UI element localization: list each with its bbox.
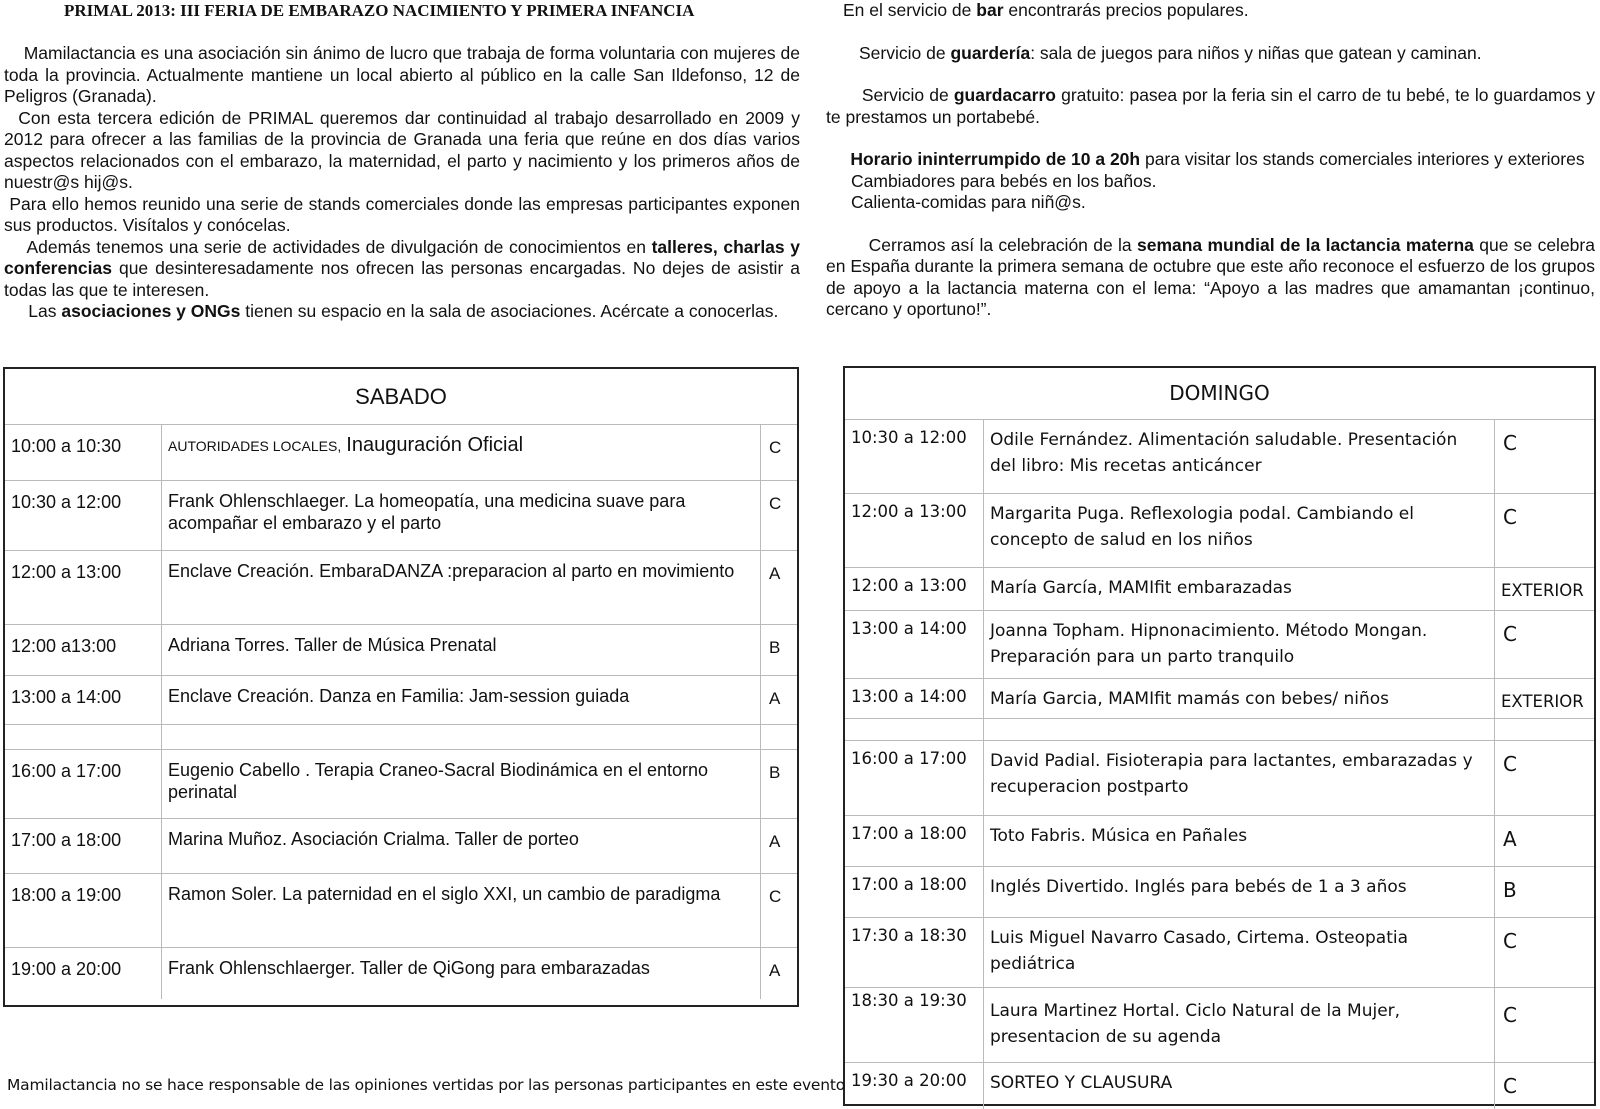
row-time: 17:00 a 18:00	[851, 875, 967, 894]
table-row-empty	[845, 718, 1594, 740]
page-title: PRIMAL 2013: III FERIA DE EMBARAZO NACIMIENTO Y PRIMERA INFANCIA	[64, 1, 695, 20]
row-room: C	[1503, 929, 1517, 953]
row-room: B	[769, 638, 781, 657]
calienta-comidas-line: Calienta-comidas para niñ@s.	[851, 192, 1086, 212]
horario-paragraph: Horario ininterrumpido de 10 a 20h para visitar los stands comerciales interiores y exteriores	[850, 149, 1585, 169]
row-time: 10:00 a 10:30	[11, 436, 122, 456]
table-row	[845, 678, 1594, 718]
row-time: 16:00 a 17:00	[851, 749, 967, 768]
row-description: Ramon Soler. La paternidad en el siglo XXI, un cambio de paradigma	[161, 874, 761, 947]
row-time: 19:30 a 20:00	[851, 1071, 967, 1090]
row-description: María García, MAMIfit embarazadas	[983, 568, 1495, 610]
table-row	[845, 917, 1594, 987]
table-row	[845, 1062, 1594, 1109]
row-time: 12:00 a 13:00	[11, 562, 122, 582]
row-time: 17:30 a 18:30	[851, 926, 967, 945]
row-description: Inglés Divertido. Inglés para bebés de 1 a 3 años	[983, 867, 1495, 917]
row-room: EXTERIOR	[1501, 581, 1584, 600]
row-time: 12:00 a 13:00	[851, 502, 967, 521]
row-description: Joanna Topham. Hipnonacimiento. Método Mongan. Preparación para un parto tranquilo	[983, 611, 1495, 678]
row-time: 17:00 a 18:00	[851, 824, 967, 843]
row-time: 18:00 a 19:00	[11, 885, 122, 905]
domingo-heading: DOMINGO	[1169, 381, 1270, 405]
row-time: 12:00 a 13:00	[851, 576, 967, 595]
table-row	[5, 624, 797, 675]
lactancia-paragraph: Cerramos así la celebración de la semana mundial de la lactancia materna que se celebra en España durante la primera semana de octubre que este año reconoce el esfuerzo de los grupos de apoyo a la lactancia materna con el lema: “Apoyo a las madres que amamantan ¡continuo, cercano y oportuno!”.	[826, 234, 1595, 319]
row-description: Adriana Torres. Taller de Música Prenatal	[161, 625, 761, 675]
row-room: C	[1503, 505, 1517, 529]
row-time	[5, 725, 161, 749]
stands-paragraph: Para ello hemos reunido una serie de stands comerciales donde las empresas participantes exponen sus productos. Visítalos y conócelas.	[4, 193, 800, 235]
table-row	[845, 866, 1594, 917]
row-description: SORTEO Y CLAUSURA	[983, 1063, 1495, 1109]
table-row	[5, 675, 797, 724]
row-time: 19:00 a 20:00	[11, 959, 122, 979]
row-room: C	[1503, 1003, 1517, 1027]
guardacarro-paragraph: Servicio de guardacarro gratuito: pasea por la feria sin el carro de tu bebé, te lo guardamos y te prestamos un portabebé.	[826, 85, 1595, 127]
table-row	[5, 873, 797, 947]
cambiadores-line: Cambiadores para bebés en los baños.	[851, 170, 1157, 191]
row-description: Margarita Puga. Reflexologia podal. Cambiando el concepto de salud en los niños	[983, 494, 1495, 567]
row-description: Toto Fabris. Música en Pañales	[983, 816, 1495, 866]
row-description: AUTORIDADES LOCALES, Inauguración Oficial	[161, 425, 761, 480]
row-room: A	[769, 832, 781, 851]
row-description: Frank Ohlenschlaeger. La homeopatía, una medicina suave para acompañar el embarazo y el parto	[161, 481, 761, 550]
table-row	[5, 749, 797, 818]
left-column	[4, 0, 800, 323]
bar-paragraph: En el servicio de bar encontrarás precios populares.	[843, 0, 1249, 20]
row-room	[761, 725, 797, 749]
row-room: C	[1503, 622, 1517, 646]
row-time: 10:30 a 12:00	[851, 428, 967, 447]
row-description: Enclave Creación. Danza en Familia: Jam-session guiada	[161, 676, 761, 724]
right-column	[826, 0, 1595, 321]
table-row	[845, 493, 1594, 567]
row-time: 17:00 a 18:00	[11, 830, 122, 850]
associations-paragraph: Las asociaciones y ONGs tienen su espacio en la sala de asociaciones. Acércate a conocerlas.	[4, 301, 779, 321]
row-room: A	[1503, 827, 1517, 851]
row-description: Laura Martinez Hortal. Ciclo Natural de la Mujer, presentacion de su agenda	[983, 988, 1495, 1062]
row-description: Frank Ohlenschlaerger. Taller de QiGong para embarazadas	[161, 948, 761, 999]
row-room: C	[1503, 752, 1517, 776]
disclaimer-footer: Mamilactancia no se hace responsable de las opiniones vertidas por las personas participantes en este evento	[7, 1076, 846, 1094]
row-room: A	[769, 689, 781, 708]
table-row	[845, 987, 1594, 1062]
row-description: Odile Fernández. Alimentación saludable. Presentación del libro: Mis recetas anticáncer	[983, 420, 1495, 493]
row-description: David Padial. Fisioterapia para lactantes, embarazadas y recuperacion postparto	[983, 741, 1495, 815]
guarderia-paragraph: Servicio de guardería: sala de juegos para niños y niñas que gatean y caminan.	[859, 42, 1482, 63]
row-time: 13:00 a 14:00	[851, 619, 967, 638]
row-time: 10:30 a 12:00	[11, 492, 122, 512]
table-row	[845, 610, 1594, 678]
table-row	[5, 424, 797, 480]
row-time: 13:00 a 14:00	[851, 687, 967, 706]
table-row	[845, 419, 1594, 493]
row-room: C	[769, 438, 782, 457]
row-room	[1495, 719, 1594, 740]
row-description: Luis Miguel Navarro Casado, Cirtema. Osteopatia pediátrica	[983, 918, 1495, 987]
row-room: C	[1503, 431, 1517, 455]
row-description: Enclave Creación. EmbaraDANZA :preparacion al parto en movimiento	[161, 551, 761, 624]
row-room: C	[1503, 1074, 1517, 1098]
row-room: EXTERIOR	[1501, 692, 1584, 711]
table-row	[845, 740, 1594, 815]
row-time: 16:00 a 17:00	[11, 761, 122, 781]
row-description: Marina Muñoz. Asociación Crialma. Taller de porteo	[161, 819, 761, 873]
row-room: C	[769, 887, 782, 906]
sabado-heading: SABADO	[355, 384, 447, 409]
row-time	[845, 719, 983, 740]
table-row	[845, 567, 1594, 610]
row-description	[161, 725, 761, 749]
row-room: A	[769, 961, 781, 980]
row-description	[983, 719, 1495, 740]
row-room: C	[769, 494, 782, 513]
row-room: A	[769, 564, 781, 583]
table-row-empty	[5, 724, 797, 749]
row-description: María Garcia, MAMIfit mamás con bebes/ niños	[983, 679, 1495, 718]
sabado-schedule-table	[3, 367, 799, 1007]
domingo-schedule-table	[843, 366, 1596, 1106]
row-room: B	[1503, 878, 1517, 902]
row-time: 18:30 a 19:30	[851, 991, 967, 1010]
table-row	[5, 480, 797, 550]
table-row	[5, 550, 797, 624]
row-description: Eugenio Cabello . Terapia Craneo-Sacral Biodinámica en el entorno perinatal	[161, 750, 761, 818]
activities-paragraph: Además tenemos una serie de actividades de divulgación de conocimientos en talleres, charlas y conferencias que desinteresadamente nos ofrecen las personas encargadas. No dejes de asistir a todas las que te interesen.	[4, 236, 800, 300]
edition-paragraph: Con esta tercera edición de PRIMAL queremos dar continuidad al trabajo desarrollado en 2009 y 2012 para ofrecer a las familias de la provincia de Granada una feria que reúne en dos días varios aspectos relacionados con el embarazo, la maternidad, el parto y nacimiento y los primeros años de nuestr@s hij@s.	[4, 107, 800, 192]
table-row	[5, 947, 797, 999]
table-row	[845, 815, 1594, 866]
row-time: 12:00 a13:00	[11, 636, 117, 656]
row-room: B	[769, 763, 781, 782]
row-time: 13:00 a 14:00	[11, 687, 122, 707]
table-row	[5, 818, 797, 873]
intro-paragraph: Mamilactancia es una asociación sin ánimo de lucro que trabaja de forma voluntaria con mujeres de toda la provincia. Actualmente mantiene un local abierto al público en la calle San Ildefonso, 12 de Peligros (Granada).	[4, 43, 800, 106]
